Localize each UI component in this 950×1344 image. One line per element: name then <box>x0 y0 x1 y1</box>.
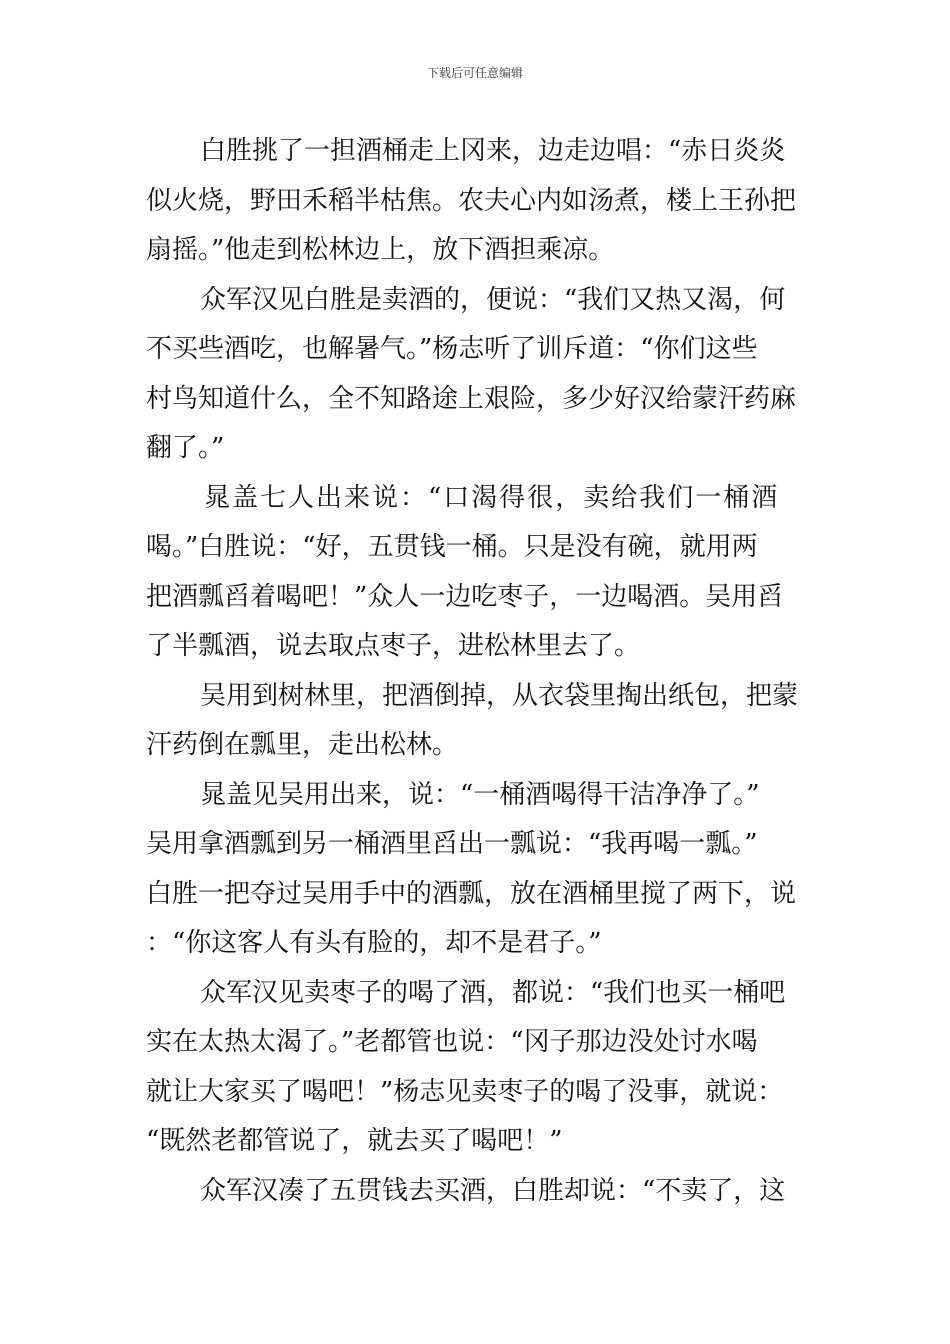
text-line: 了半瓢酒，说去取点枣子，进松林里去了。 <box>146 631 641 661</box>
text-line: 吴用拿酒瓢到另一桶酒里舀出一瓢说：“我再喝一瓢。” <box>146 829 758 859</box>
text-line: 实在太热太渴了。”老都管也说：“冈子那边没处讨水喝 <box>146 1027 758 1057</box>
text-line: 众军汉见白胜是卖酒的，便说：“我们又热又渴，何 <box>200 284 786 315</box>
text-line: 扇摇。”他走到松林边上，放下酒担乘凉。 <box>146 235 615 265</box>
body-text <box>146 127 806 1216</box>
text-line: 晁盖七人出来说：“口渴得很，卖给我们一桶酒 <box>204 482 780 513</box>
text-line: “既然老都管说了，就去买了喝吧！” <box>146 1126 563 1156</box>
text-line: 白胜一把夺过吴用手中的酒瓢，放在酒桶里搅了两下，说 <box>146 878 797 909</box>
text-line: ：“你这客人有头有脸的，却不是君子。” <box>146 928 602 958</box>
text-line: 把酒瓢舀着喝吧！”众人一边吃枣子，一边喝酒。吴用舀 <box>146 581 784 612</box>
text-line: 众军汉凑了五贯钱去买酒，白胜却说：“不卖了，这 <box>200 1175 786 1206</box>
text-line: 不买些酒吃，也解暑气。”杨志听了训斥道：“你们这些 <box>146 334 758 364</box>
text-line: 就让大家买了喝吧！”杨志见卖枣子的喝了没事，就说： <box>146 1076 784 1107</box>
text-line: 众军汉见卖枣子的喝了酒，都说：“我们也买一桶吧 <box>200 977 786 1008</box>
text-line: 翻了。” <box>146 433 225 463</box>
page-header: 下载后可任意编辑 <box>426 66 523 80</box>
text-line: 汗药倒在瓢里，走出松林。 <box>146 730 459 760</box>
text-line: 吴用到树林里，把酒倒掉，从衣袋里掏出纸包，把蒙 <box>200 680 799 711</box>
text-line: 似火烧，野田禾稻半枯焦。农夫心内如汤煮，楼上王孙把 <box>146 185 797 216</box>
text-line: 村鸟知道什么，全不知路途上艰险，多少好汉给蒙汗药麻 <box>146 383 797 414</box>
text-line: 喝。”白胜说：“好，五贯钱一桶。只是没有碗，就用两 <box>146 532 758 562</box>
text-line: 晁盖见吴用出来，说：“一桶酒喝得干洁净净了。” <box>200 779 760 810</box>
text-line: 白胜挑了一担酒桶走上冈来，边走边唱：“赤日炎炎 <box>200 136 786 166</box>
